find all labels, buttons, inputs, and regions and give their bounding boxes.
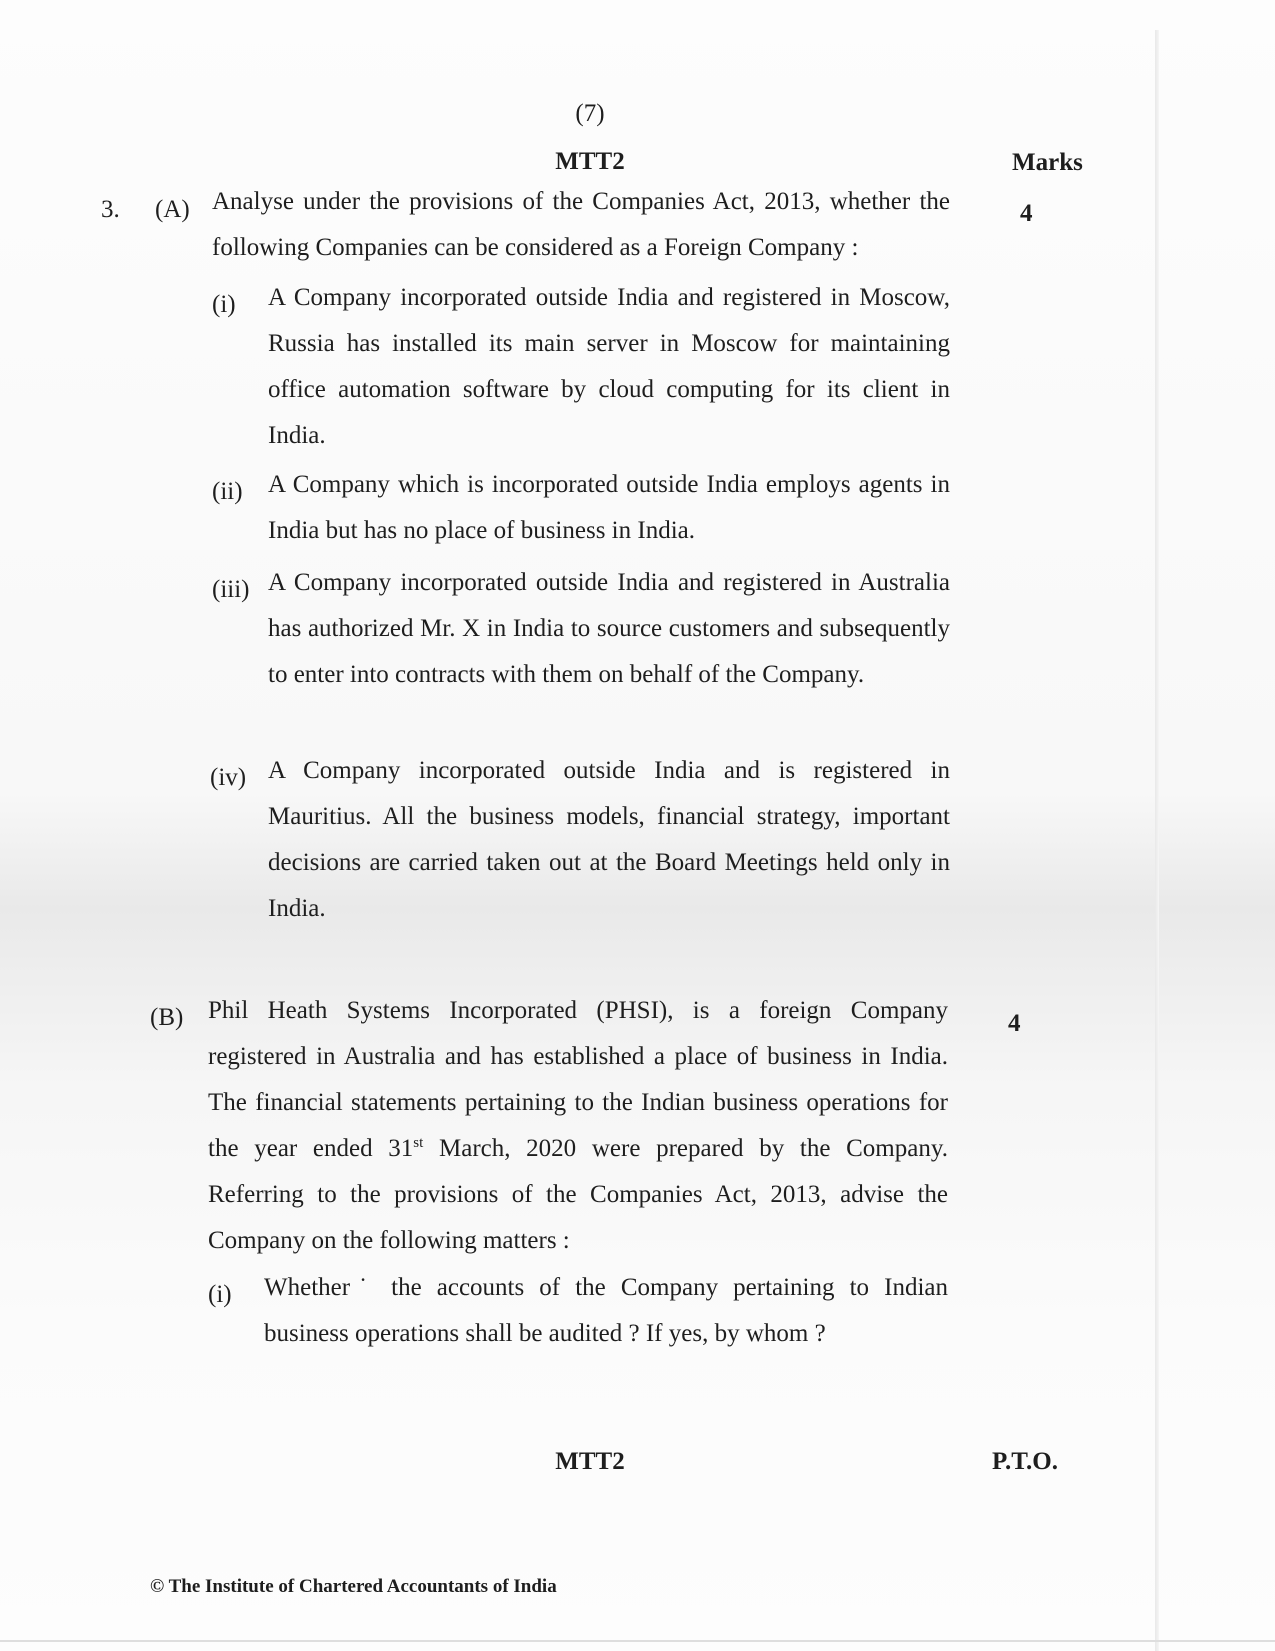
part-a-item-text: A Company incorporated outside India and registered in Australia has authorized Mr. X in India to source customers and subsequently to enter into contracts with them on behalf of the Company. [268,569,950,688]
part-b-item-label: (i) [208,1281,232,1308]
marks-column-heading: Marks [1012,149,1083,176]
paper-code-footer: MTT2 [555,1448,625,1475]
page-number: (7) [575,100,605,127]
part-b-marks: 4 [1008,1010,1021,1037]
paper-code-header: MTT2 [555,148,625,175]
copyright-notice: © The Institute of Chartered Accountants of India [150,1576,557,1597]
part-a-item-text: A Company incorporated outside India and is registered in Mauritius. All the business models, financial strategy, important decisions are carried taken out at the Board Meetings held only in India. [268,757,950,922]
part-a-intro: Analyse under the provisions of the Companies Act, 2013, whether the following Companies can be considered as a Foreign Company : [212,188,950,261]
part-a-item-label: (iii) [212,576,250,603]
part-b-item-text: Whether˙ the accounts of the Company pertaining to Indian business operations shall be audited ? If yes, by whom ? [264,1274,948,1347]
part-a-item-label: (i) [212,291,236,318]
part-a-item-label: (ii) [212,478,243,505]
part-a-item-text: A Company incorporated outside India and registered in Moscow, Russia has installed its main server in Moscow for maintaining office automation software by cloud computing for its client in India. [268,284,950,449]
scan-right-edge [1155,30,1159,1651]
scan-bottom-edge [0,1640,1275,1642]
part-b-intro-start: Phil Heath Systems Incorporated (PHSI), is a foreign Company registered in Australia and has established a place of business in India. The financial statements pertaining to the Indian business operations for the year ended 31 [208,997,948,1162]
part-a-label: (A) [155,196,190,223]
ordinal-suffix: st [413,1135,424,1151]
question-number: 3. [101,196,120,223]
part-b-intro [208,988,948,1264]
part-a-item-label: (iv) [210,764,247,791]
part-a-marks: 4 [1020,200,1033,227]
part-b-intro-end: March, 2020 were prepared by the Company. Referring to the provisions of the Companies Act, 2013, advise the Company on the following matters : [208,1135,948,1254]
part-a-item-text: A Company which is incorporated outside India employs agents in India but has no place of business in India. [268,471,950,544]
pto-label: P.T.O. [992,1448,1058,1475]
part-b-label: (B) [150,1004,184,1031]
